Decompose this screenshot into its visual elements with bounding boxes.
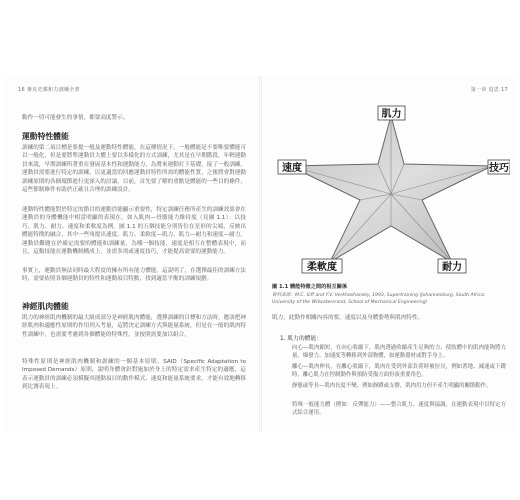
- section2-paragraph-2: 特殊性原則是神經肌肉機制和訓練的一個基本原則，SAID（Specific Adaptation to Imposed Demands）原則，說明身體會針對施加於身上的特定需求產生特定的適應，這表示運動員的訓練必須模擬其運動項目的動作模式、速度和能量系統要求，才能有效地轉移到比賽表現上。: [22, 359, 246, 391]
- list-item: • 向心—肌肉縮短，在向心收縮下，肌肉透過收縮產生足夠的力，使肢體中的肌肉能夠將力量、爆發力、加速度等轉移到外部物體，如運動器材或對手身上。: [292, 344, 506, 361]
- list-title: 1. 肌力的體能：: [280, 336, 323, 342]
- section-title-neuromuscular: 神經肌肉體能: [22, 302, 69, 311]
- node-label-skill: 技巧: [489, 163, 509, 174]
- section1-paragraph-1: 訓練的第二項目標是要提一般及運動特性體能，在這種情況下，一般體能是不要唯要體能可以一般化，但是要將準運動員大體上要以多樣化的方式訓練，尤其是在早期階段，年輕運動員來說，早期訓練所著重在發展基本性和運動能力，為將來運動打下基礎。接了一般訓練，運動員需要進行特定的訓練，以更適當的回應運動員特性所需的體能性質，之後將會對運動訓練原則的各個環節進行更深入的討論，目前，首先要了解的重點是體能的一些目的條件，這些節制條件有助於正確且合理的訓練設計。: [22, 145, 246, 194]
- figure-caption: 圖 1.1 體能特徵之間的相互關係: [272, 284, 348, 290]
- node-label-strength: 肌力: [381, 109, 402, 120]
- node-label-speed: 速度: [282, 163, 302, 174]
- section2-paragraph-1: 肌力的神經肌肉機制的最大組成部分是神經肌肉體能，選擇訓練的目標和方法時，應該把神經肌肉和適應性原則的作用列入考量，這將決定訓練方式與能量系統，但是在一般的肌肉特性訓練中，也需要考慮到各個體能的特殊性，並按照需要加以組合。: [22, 315, 246, 338]
- section1-paragraph-3: 事實上，運動員無法同時最大程度的擁有所有能力體能。這說明了，在選擇最佳的訓練方法時，需要依照各個運動員的特性和運動項目特點，找到適當平衡的訓練規劃。: [22, 268, 246, 283]
- book-gutter: [259, 76, 262, 432]
- node-label-endurance: 耐力: [442, 262, 462, 273]
- star-facet-lines: [290, 116, 492, 262]
- intro-paragraph: 動作一切可能發生的事情，都要高度警示。: [22, 115, 129, 121]
- list-item: • 離心—肌肉伸長，在離心收縮下，肌肉在受到外部負荷時被拉長，例如著地、減速或下蹲時，離心肌力在控制動作與預防受傷方面扮演重要角色。: [292, 363, 506, 380]
- section1-paragraph-2: 運動特性體能對於特定的節目的運動員能顯示重要性，特定訓練任務所產生的訓練效果會在運動員的身體機能中相當明顯的表現在，如入肌肉—骨骼能力維持度（見圖 1.1）：以技巧、肌力、耐力、速度和柔軟度為例。圖 1.1 的五個技能分別皆位在星形的尖端，反映出體能特徵的融合，其中一些角提出速度、肌力、柔軟度—肌力、肌力—耐力和速度—耐力。運動員難題在於確定需要的體能和訓練量，為哪一個技能、速度是相互在整體表現中，而且，這類技能在運動機制構成上，並需多需或速度技巧，才能提高需要的運動能力。: [22, 207, 246, 256]
- right-paragraph: 肌力，此動作相關內容的要，速度以及身體姿勢與肌肉特性。: [272, 315, 424, 321]
- figure-source: 資料來源：M.C. Siff and Y.V. Verkhoshansky, 1993, Supertraining (Johannesburg, South Africa: University of the Witwatersrand, School of Mechanical Engineering): [272, 293, 486, 305]
- section-title-sport-specific: 運動特性體能: [22, 132, 69, 141]
- star-diagram: [274, 104, 510, 280]
- list-item: • 靜態或等長—肌肉長度不變，例如靜蹲或支撐，肌肉用力但不產生明顯的關節動作。: [292, 382, 506, 399]
- node-label-flexibility: 柔軟度: [307, 262, 337, 273]
- right-running-header: 第一章 追思 17: [470, 87, 508, 93]
- left-running-header: 16 麥克史都和力訓練全書: [18, 87, 80, 93]
- list-item: • 特殊一般能力體（例如：反彈能力）——整合肌力、速度與協調，在運動表現中以特定方式綜合運用。: [292, 401, 506, 418]
